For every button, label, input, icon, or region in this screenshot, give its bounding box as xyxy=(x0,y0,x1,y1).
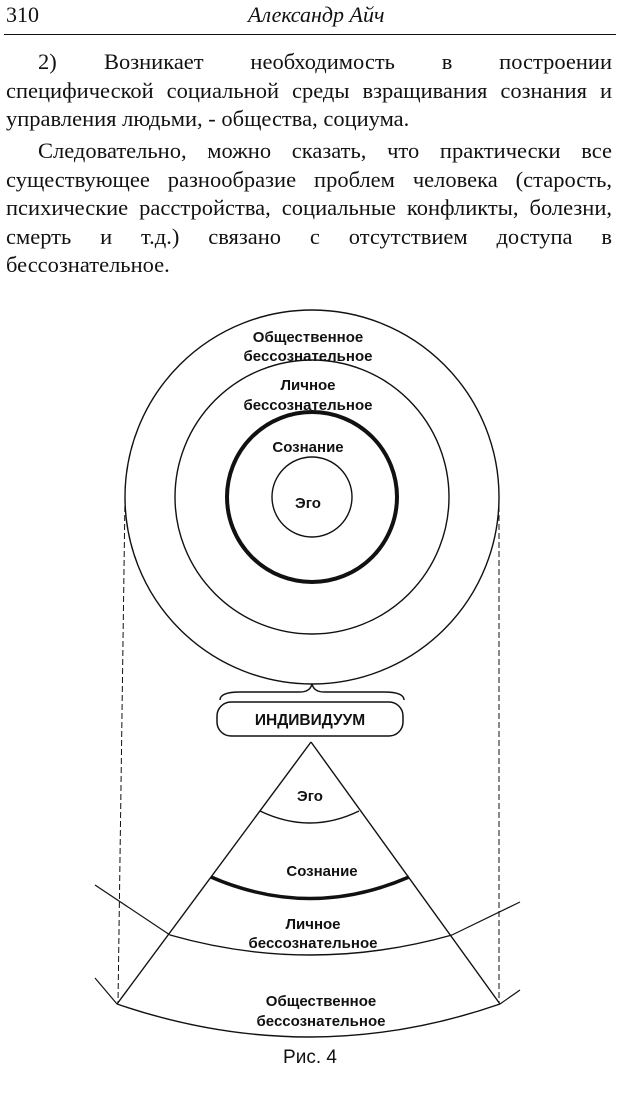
cone-side-left xyxy=(117,742,311,1004)
figure-4-diagram xyxy=(0,300,620,1060)
individual-label: ИНДИВИДУУМ xyxy=(254,712,366,729)
cone-label-personal-1: Личное xyxy=(285,916,341,933)
paragraph-1 xyxy=(6,48,612,134)
running-head: Александр Айч xyxy=(248,2,385,27)
cone-label-consciousness: Сознание xyxy=(286,863,358,880)
cone-label-ego: Эго xyxy=(297,788,323,805)
list-marker: 2) xyxy=(38,49,57,74)
cone-arc-ego xyxy=(260,811,359,823)
cone-label-personal-2: бессознательное xyxy=(248,935,378,952)
figure-caption: Рис. 4 xyxy=(283,1047,337,1068)
header-rule xyxy=(4,34,616,35)
side-ray-left-upper xyxy=(95,885,170,935)
circle-label-collective-2: бессознательное xyxy=(243,348,373,365)
circle-label-consciousness: Сознание xyxy=(272,439,344,456)
paragraph-2: Следовательно, можно сказать, что практически все существующее разнообразие проблем человека (старость, психические расстройства, социальные конфликты, болезни, смерть и т.д.) связано с отсутствием доступа в бессознательное. xyxy=(6,138,612,277)
side-ray-right-lower xyxy=(500,990,520,1004)
page-number: 310 xyxy=(6,2,39,27)
circle-label-collective-1: Общественное xyxy=(252,329,364,346)
cone-arc-consciousness xyxy=(211,877,409,899)
circle-label-personal-2: бессознательное xyxy=(243,397,373,414)
page-header xyxy=(0,0,620,34)
side-ray-left-lower xyxy=(95,978,117,1004)
paragraph-1-text: Возникает необходимость в построении специфической социальной среды взращивания сознания и управления людьми, - общества, социума. xyxy=(6,49,612,131)
circle-label-ego: Эго xyxy=(295,495,321,512)
cone-label-collective-1: Общественное xyxy=(265,993,377,1010)
circle-label-personal-1: Личное xyxy=(280,377,336,394)
curly-brace xyxy=(220,684,404,700)
side-ray-right-upper xyxy=(452,902,520,935)
projection-line-left xyxy=(118,497,125,1003)
cone-label-collective-2: бессознательное xyxy=(256,1013,386,1030)
